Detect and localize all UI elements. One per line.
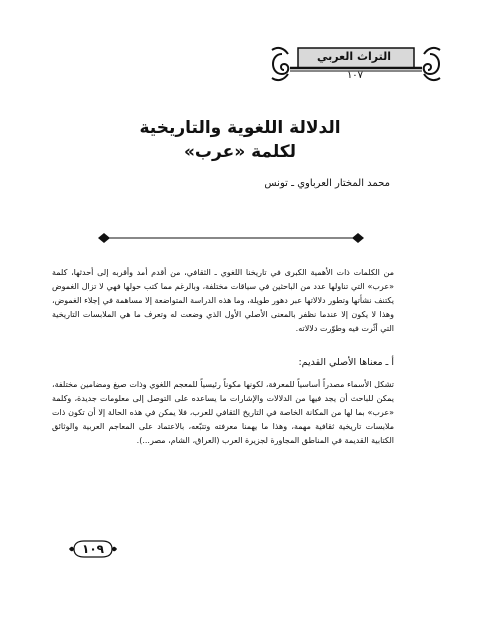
journal-name: التراث العربي [316, 50, 392, 63]
divider-ornament-icon [96, 231, 366, 245]
section-divider [96, 230, 366, 244]
section-subheading: أ ـ معناها الأصلي القديم: [298, 357, 394, 368]
article-title-line-2: لكلمة «عرب» [183, 142, 297, 162]
article-author: محمد المختار العرباوي ـ تونس [264, 178, 390, 189]
article-title [80, 116, 400, 164]
article-title-line-1: الدلالة اللغوية والتاريخية [139, 118, 341, 138]
page-number: ١٠٩ [82, 542, 104, 556]
body-paragraph-1: من الكلمات ذات الأهمية الكبرى في تاريخنا اللغوي ـ الثقافي، من أقدم أمد وأقربه إلى أحدثها، كلمة «عرب» التي تناولها عدد من الباحثين في سياقات مختلفة، وبالرغم مما كتب حولها فهي لا تزال الغموض يكتنف نشأتها وتطور دلالاتها عبر دهور طويلة، وما هذه الدراسة المتواضعة إلا مساهمة في إجلاء الغموض، وهذا لا يكون إلا عندما نظفر بالمعنى الأصلي الأول الذي وضعت له وتعرف ما هي الملابسات التاريخية التي أثّرت فيه وطوّرت دلالاته. [52, 268, 394, 333]
body-paragraph-2: تشكل الأسماء مصدراً أساسياً للمعرفة، لكونها مكوناً رئيسياً للمعجم اللغوي وذات صيغ ومضامين مختلفة، يمكن للباحث أن يجد فيها من الدلالات والإشارات ما يساعده على التوصل إلى معلومات جديدة، وكلمة «عرب» بما لها من المكانة الخاصة في التاريخ الثقافي للعرب، فلا يمكن في هذه الحالة إلا أن تكون ذات ملابسات تاريخية ثقافية مهمة، وهذا ما يهمنا معرفته وتتبّعه، بالاعتماد على المعاجم العربية والوثائق الكتابية القديمة في المناطق المجاورة لجزيرة العرب (العراق، الشام، مصر...). [52, 380, 394, 445]
issue-number: ١٠٧ [346, 70, 364, 81]
